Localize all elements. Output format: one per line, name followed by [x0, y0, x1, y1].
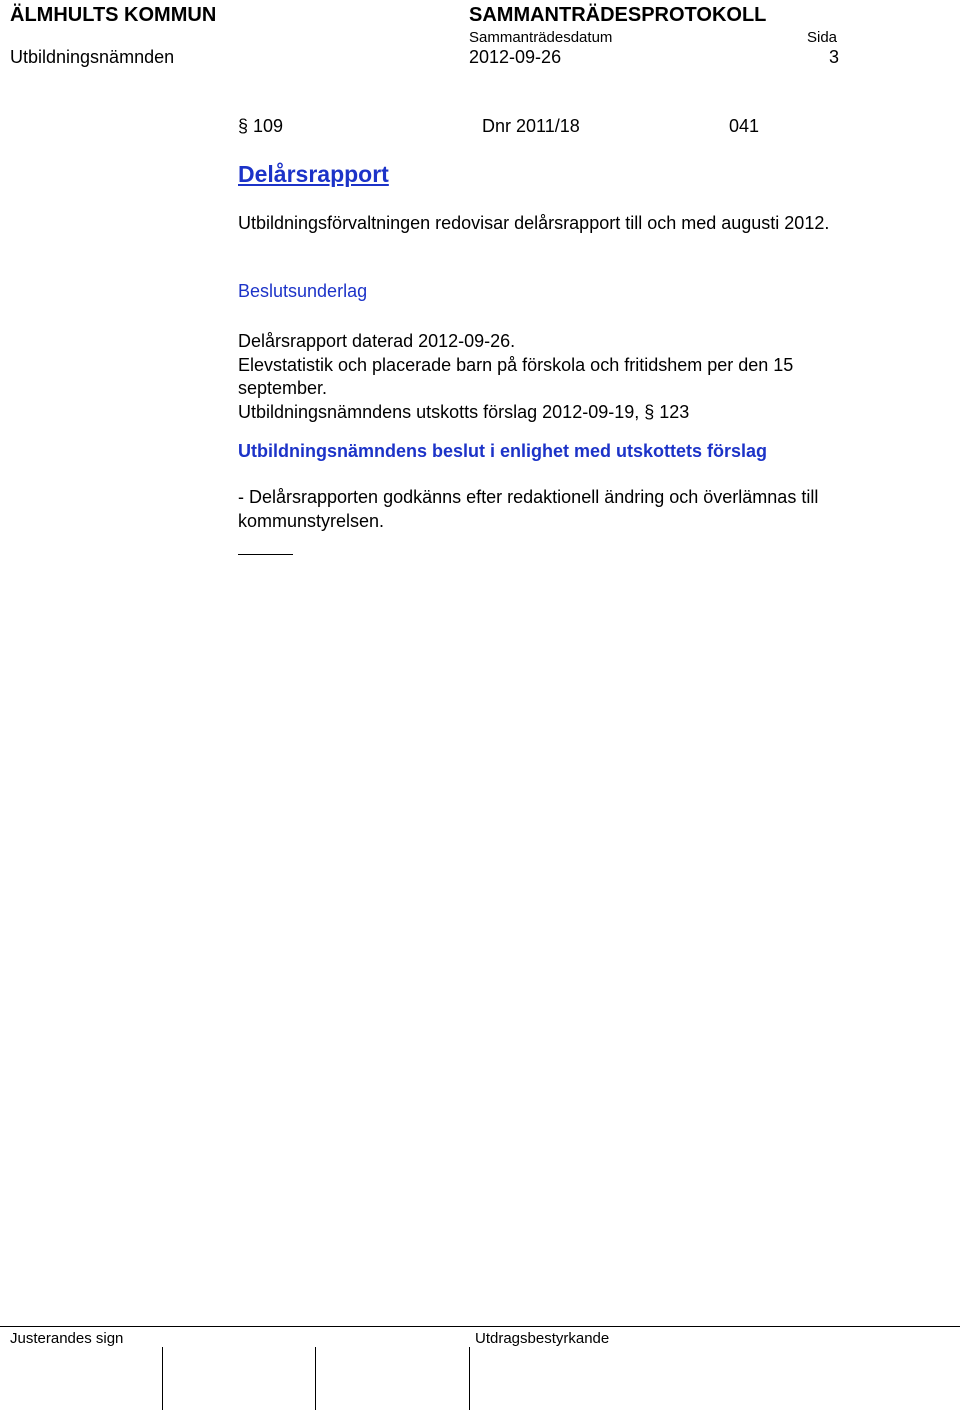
- meeting-date: 2012-09-26: [469, 47, 562, 67]
- footer-rule: [0, 1326, 960, 1327]
- underlag-list: [238, 330, 848, 424]
- meeting-date-label: Sammanträdesdatum: [469, 29, 613, 46]
- underlag-item: Elevstatistik och placerade barn på förskola och fritidshem per den 15 september.: [238, 354, 794, 398]
- underlag-heading: Beslutsunderlag: [238, 281, 368, 301]
- page-label: Sida: [807, 29, 838, 46]
- document-type: SAMMANTRÄDESPROTOKOLL: [469, 4, 767, 26]
- archive-code: 041: [729, 116, 760, 136]
- certification-label: Utdragsbestyrkande: [475, 1330, 610, 1347]
- committee-name: Utbildningsnämnden: [10, 47, 175, 67]
- decision-text: - Delårsrapporten godkänns efter redaktionell ändring och överlämnas till kommunstyrelsen.: [238, 487, 819, 531]
- signature-box-divider: [469, 1347, 470, 1410]
- organization-name: ÄLMHULTS KOMMUN: [10, 4, 217, 26]
- decision-heading: Utbildningsnämndens beslut i enlighet med utskottets förslag: [238, 441, 768, 461]
- signature-box-divider: [315, 1347, 316, 1410]
- underlag-item: Delårsrapport daterad 2012-09-26.: [238, 331, 516, 351]
- diary-number: Dnr 2011/18: [482, 116, 580, 136]
- page-number: 3: [829, 47, 840, 67]
- intro-paragraph: Utbildningsförvaltningen redovisar delårsrapport till och med augusti 2012.: [238, 213, 830, 233]
- end-separator: [238, 554, 293, 555]
- underlag-item: Utbildningsnämndens utskotts förslag 2012-09-19, § 123: [238, 401, 690, 422]
- section-number: § 109: [238, 116, 284, 136]
- signature-label: Justerandes sign: [10, 1330, 124, 1347]
- section-title: Delårsrapport: [238, 161, 389, 187]
- signature-box-divider: [162, 1347, 163, 1410]
